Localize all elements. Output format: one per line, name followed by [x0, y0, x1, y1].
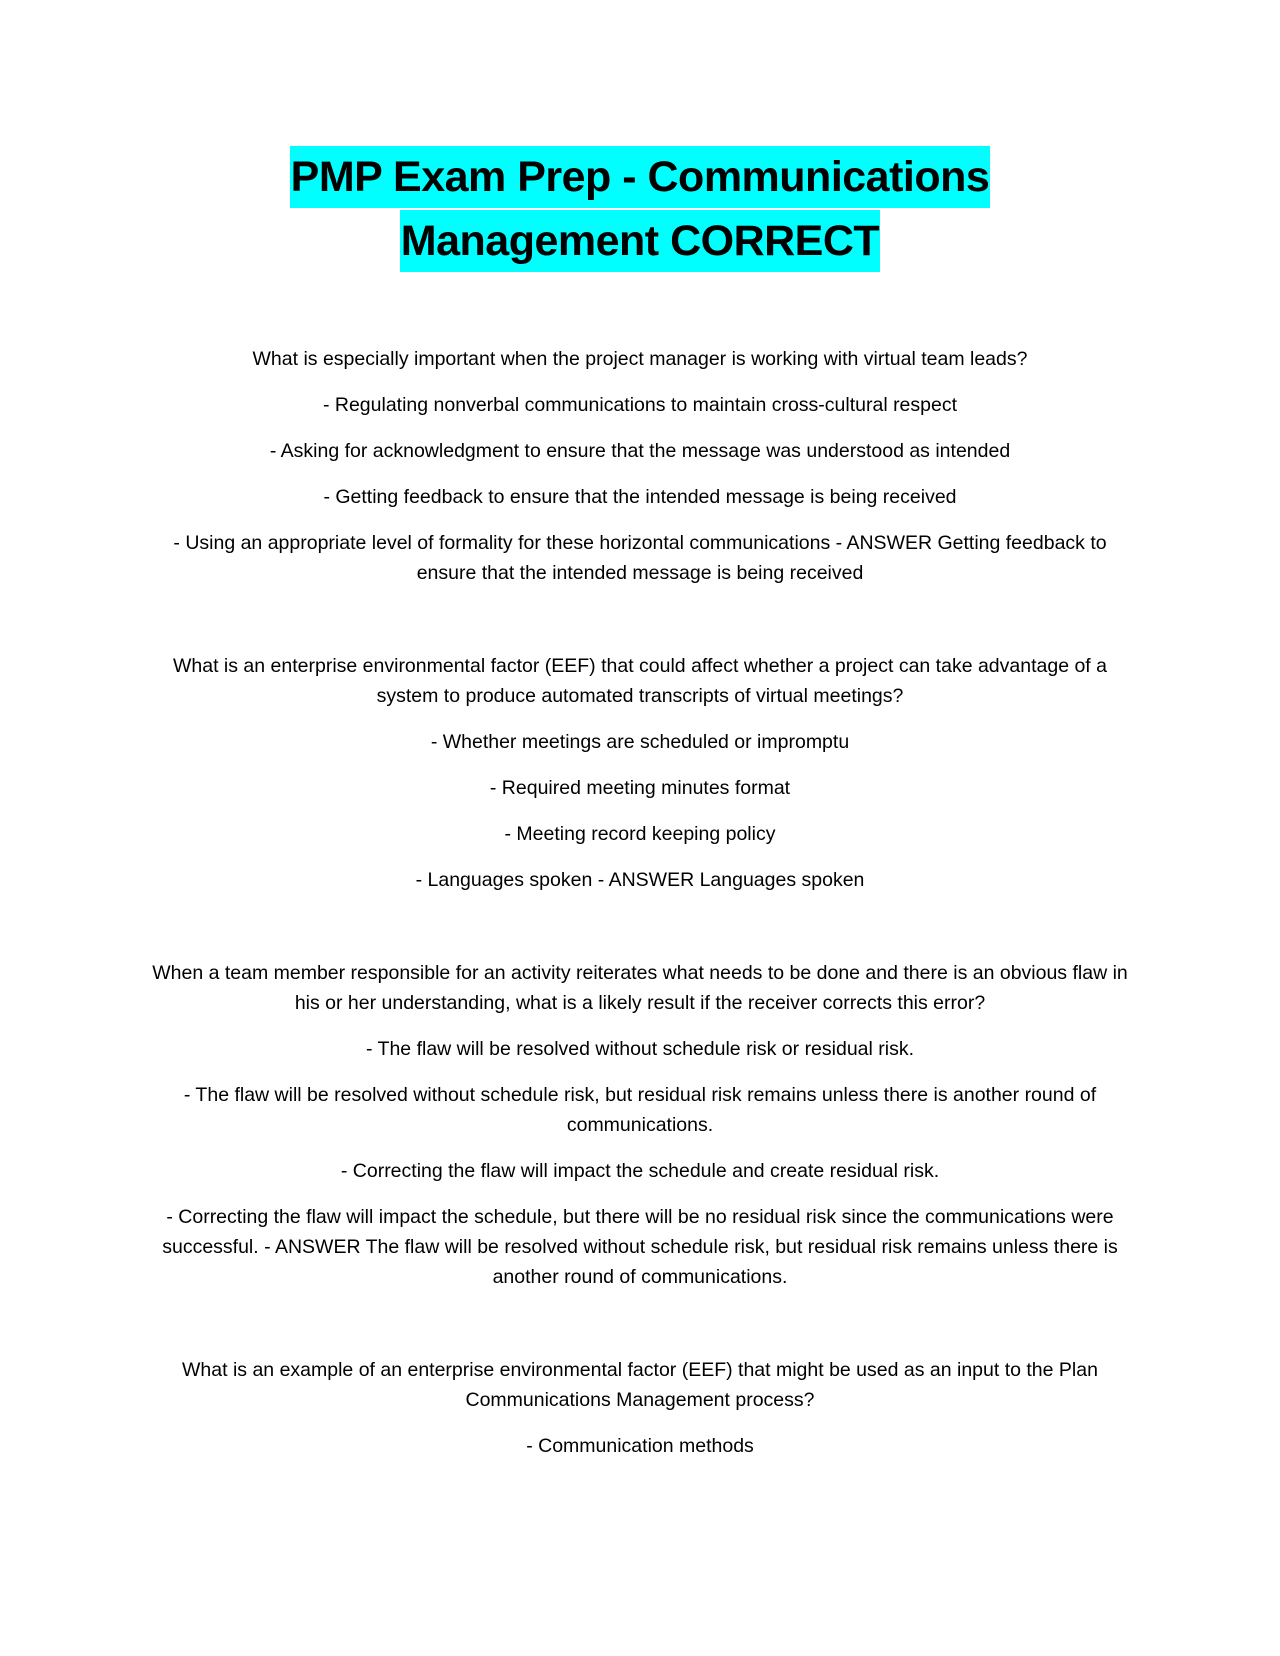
answer-option: - Asking for acknowledgment to ensure that the message was understood as intended [269, 440, 1011, 462]
answer-option: - Regulating nonverbal communications to maintain cross-cultural respect [322, 394, 958, 416]
question-block-4 [150, 1355, 1130, 1461]
question-text: What is an enterprise environmental factor (EEF) that could affect whether a project can take advantage of a system to produce automated transcripts of virtual meetings? [173, 655, 1107, 707]
question-text: What is an example of an enterprise environmental factor (EEF) that might be used as an input to the Plan Communications Management process? [182, 1359, 1098, 1411]
answer-option: - Whether meetings are scheduled or impromptu [430, 731, 850, 753]
answer-option: - Communication methods [526, 1435, 754, 1457]
answer-option: - The flaw will be resolved without schedule risk, but residual risk remains unless there is another round of communications. [183, 1084, 1097, 1136]
question-text: When a team member responsible for an activity reiterates what needs to be done and there is an obvious flaw in his or her understanding, what is a likely result if the receiver corrects this error? [152, 962, 1128, 1014]
document-title [150, 146, 1130, 274]
document-content [150, 344, 1130, 1524]
answer-option: - Meeting record keeping policy [504, 823, 776, 845]
answer-option: - Correcting the flaw will impact the schedule and create residual risk. [340, 1160, 940, 1182]
answer-option: - Getting feedback to ensure that the intended message is being received [323, 486, 957, 508]
question-text: What is especially important when the project manager is working with virtual team leads? [252, 348, 1028, 370]
answer-option: - Correcting the flaw will impact the schedule, but there will be no residual risk since the communications were successful. - ANSWER The flaw will be resolved without schedule risk, but residual risk remains unless there is another round of communications. [162, 1206, 1118, 1288]
question-block-1 [150, 344, 1130, 588]
title-line-1: PMP Exam Prep - Communications [290, 146, 991, 208]
answer-option: - Using an appropriate level of formality for these horizontal communications - ANSWER Getting feedback to ensure that the intended message is being received [173, 532, 1107, 584]
title-line-2: Management CORRECT [400, 210, 880, 272]
document-page [150, 0, 1130, 1656]
answer-option: - Languages spoken - ANSWER Languages spoken [415, 869, 865, 891]
question-block-3 [150, 958, 1130, 1292]
answer-option: - Required meeting minutes format [489, 777, 791, 799]
answer-option: - The flaw will be resolved without schedule risk or residual risk. [365, 1038, 915, 1060]
question-block-2 [150, 651, 1130, 895]
